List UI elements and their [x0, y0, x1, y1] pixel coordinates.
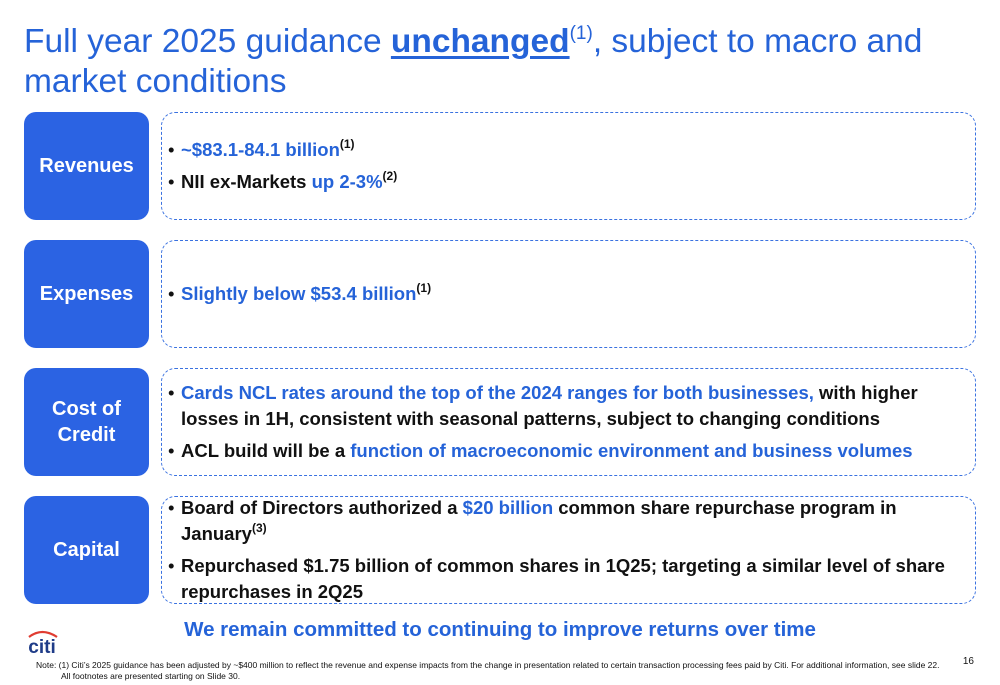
page-number: 16	[962, 656, 974, 667]
bullet-dot-icon: •	[168, 139, 175, 160]
title-before: Full year 2025 guidance	[24, 23, 391, 60]
bullet-text-highlight: $20 billion	[462, 497, 554, 518]
bullet-text: NII ex-Markets	[181, 171, 312, 192]
bullet-text: ~$83.1-84.1 billion	[181, 139, 340, 160]
row-content-capital	[161, 496, 976, 604]
bullet	[168, 137, 963, 163]
bullet-dot-icon: •	[168, 283, 175, 304]
row-label-capital: Capital	[24, 496, 149, 604]
bullet-dot-icon: •	[168, 497, 175, 518]
footnote-ref: (1)	[416, 281, 432, 295]
row-label-cost-of-credit	[24, 368, 149, 476]
bullet	[168, 281, 963, 307]
title-after: , subject to macro and market conditions	[24, 23, 923, 100]
bullet-dot-icon: •	[168, 555, 175, 576]
bullet-text-highlight: Cards NCL rates around the top of the 2024 ranges for both businesses,	[181, 382, 814, 403]
footnote	[36, 660, 956, 682]
bullet-text: common share repurchase program in January	[181, 497, 897, 544]
bullet	[168, 438, 963, 464]
title-emphasis: unchanged	[390, 23, 570, 60]
bullet	[168, 169, 963, 195]
bullet-dot-icon: •	[168, 382, 175, 403]
footnote-line: Note: (1) Citi’s 2025 guidance has been adjusted by ~$400 million to reflect the revenue and expense impacts from the change in presentation related to certain transaction processing fees paid by Citi. For additional information, see slide 22.	[36, 660, 940, 670]
citi-logo-icon	[20, 628, 64, 656]
footnote-line: All footnotes are presented starting on Slide 30.	[61, 671, 241, 681]
row-content-cost-of-credit	[161, 368, 976, 476]
footnote-ref: (3)	[251, 521, 267, 535]
bullet-dot-icon: •	[168, 171, 175, 192]
row-label-expenses: Expenses	[24, 240, 149, 348]
footnote-ref: (2)	[382, 169, 398, 183]
bullet-text: Repurchased $1.75 billion of common shares in 1Q25; targeting a similar level of share repurchases in 2Q25	[181, 555, 945, 602]
bullet	[168, 495, 963, 547]
title-footnote-ref: (1)	[569, 23, 593, 44]
bullet-text: Board of Directors authorized a	[181, 497, 463, 518]
row-content-revenues	[161, 112, 976, 220]
row-label-revenues: Revenues	[24, 112, 149, 220]
bullet	[168, 553, 963, 605]
page-title	[24, 22, 984, 102]
bullet-dot-icon: •	[168, 440, 175, 461]
row-label-text: Cost of Credit	[52, 398, 121, 446]
logo-text: citi	[28, 637, 56, 656]
closing-statement: We remain committed to continuing to improve returns over time	[184, 618, 816, 641]
bullet-text-highlight: up 2-3%	[311, 171, 383, 192]
footnote-ref: (1)	[339, 137, 355, 151]
row-content-expenses	[161, 240, 976, 348]
bullet	[168, 380, 963, 432]
bullet-text: ACL build will be a	[181, 440, 351, 461]
bullet-text: Slightly below $53.4 billion	[181, 283, 417, 304]
bullet-text-highlight: function of macroeconomic environment and business volumes	[350, 440, 913, 461]
bullet-text: with higher losses in 1H, consistent with seasonal patterns, subject to changing conditions	[181, 382, 918, 429]
